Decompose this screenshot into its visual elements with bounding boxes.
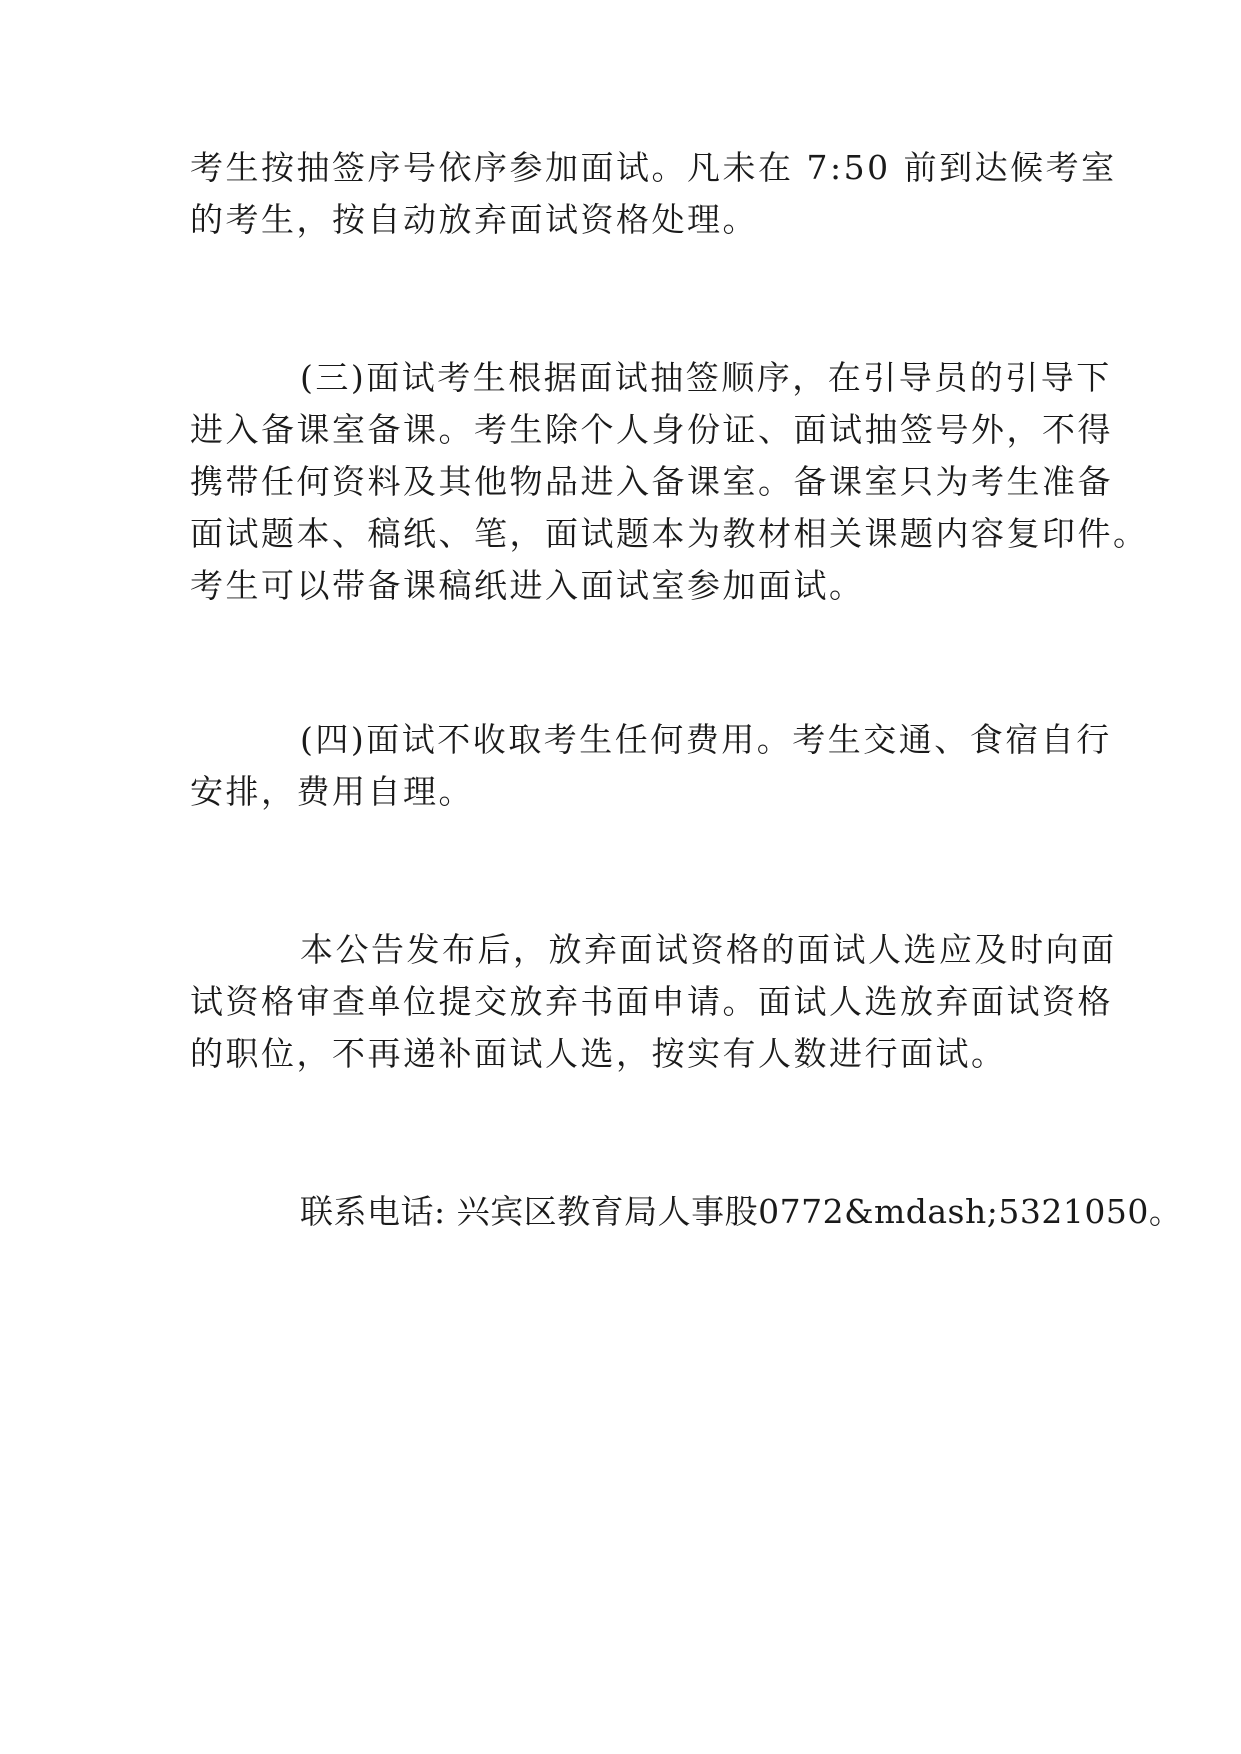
para-three-line-4: 面试题本、稿纸、笔，面试题本为教材相关课题内容复印件。 (190, 514, 1149, 553)
para-three-line-3: 携带任何资料及其他物品进入备课室。备课室只为考生准备 (190, 462, 1113, 501)
para-withdraw-line-1: 本公告发布后，放弃面试资格的面试人选应及时向面 (300, 930, 1117, 969)
para-interview-order-line-2: 的考生，按自动放弃面试资格处理。 (190, 200, 758, 239)
para-four-line-1: (四)面试不收取考生任何费用。考生交通、食宿自行 (300, 720, 1112, 759)
para-three-line-2: 进入备课室备课。考生除个人身份证、面试抽签号外，不得 (190, 410, 1113, 449)
para-four-line-2: 安排，费用自理。 (190, 772, 474, 811)
para-three-line-1: (三)面试考生根据面试抽签顺序，在引导员的引导下 (300, 358, 1112, 397)
para-three-line-5: 考生可以带备课稿纸进入面试室参加面试。 (190, 566, 865, 605)
para-withdraw-line-3: 的职位，不再递补面试人选，按实有人数进行面试。 (190, 1034, 1007, 1073)
contact-phone-line: 联系电话: 兴宾区教育局人事股0772&mdash;5321050。 (300, 1192, 1183, 1231)
para-withdraw-line-2: 试资格审查单位提交放弃书面申请。面试人选放弃面试资格 (190, 982, 1113, 1021)
para-interview-order-line-1: 考生按抽签序号依序参加面试。凡未在 7:50 前到达候考室 (190, 148, 1117, 187)
